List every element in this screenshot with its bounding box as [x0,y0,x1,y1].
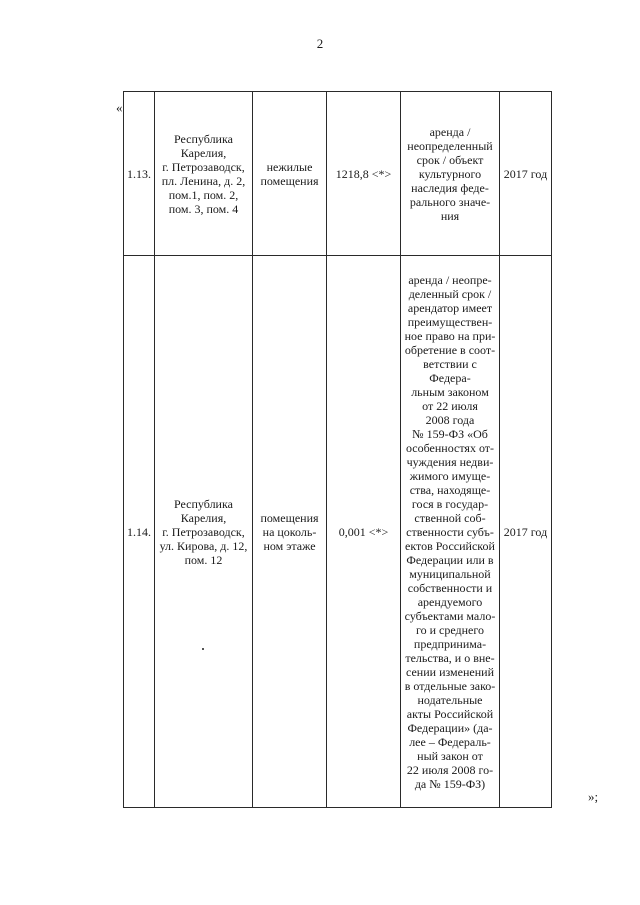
area-cell: 1218,8 <*> [327,92,401,256]
closing-quote: »; [588,789,599,804]
page-number: 2 [316,36,324,51]
row-number-cell: 1.13. [124,92,155,256]
area-cell: 0,001 <*> [327,256,401,808]
scan-speck [202,648,204,650]
premises-type-cell: помещения на цоколь- ном этаже [253,256,327,808]
terms-cell: аренда / неопределенный срок / объект культурного наследия феде- рального значе- ния [401,92,500,256]
terms-cell: аренда / неопре- деленный срок / арендатор имеет преимуществен- ное право на при- обретение в соот- ветствии с Федера- льным законом от 22 июля 2008 года № 159-ФЗ «Об особенностях от- чуждения недви- жимого имуще- ства, находяще- гося в государ- ственной соб- ственности субъ- ектов Российской Федерации или в муниципальной собственности и арендуемого субъектами мало- го и среднего предпринима- тельства, и о вне- сении изменений в отдельные зако- нодательные акты Российской Федерации» (да- лее – Федераль- ный закон от 22 июля 2008 го- да № 159-ФЗ) [401,256,500,808]
address-cell: Республика Карелия, г. Петрозаводск, пл. Ленина, д. 2, пом.1, пом. 2, пом. 3, пом. 4 [155,92,253,256]
table-row [124,256,552,808]
property-table [123,91,552,808]
year-cell: 2017 год [500,256,552,808]
year-cell: 2017 год [500,92,552,256]
address-cell: Республика Карелия, г. Петрозаводск, ул. Кирова, д. 12, пом. 12 [155,256,253,808]
table-row [124,92,552,256]
opening-quote: « [116,100,123,115]
premises-type-cell: нежилые помещения [253,92,327,256]
row-number-cell: 1.14. [124,256,155,808]
